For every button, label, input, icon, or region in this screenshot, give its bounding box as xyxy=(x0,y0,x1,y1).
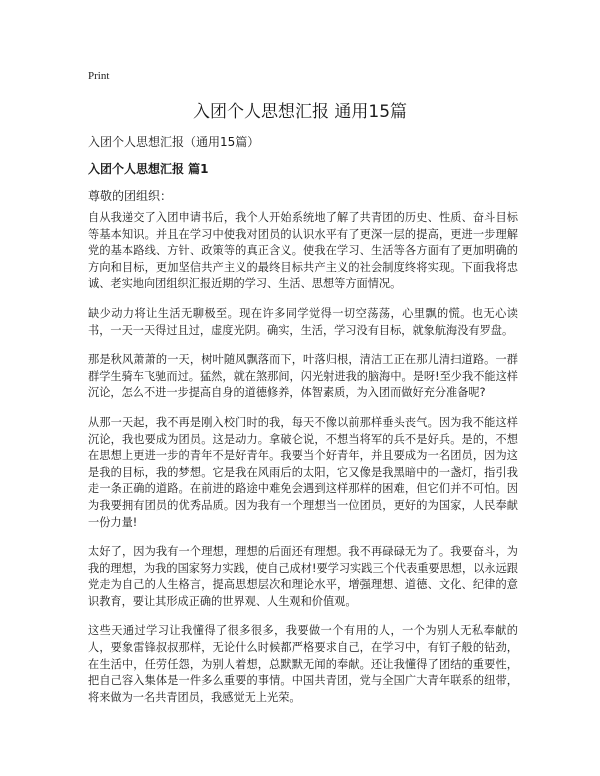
paragraph: 那是秋风萧萧的一天，树叶随风飘落而下，叶落归根，清洁工正在那儿清扫道路。一群群学生骑车飞驰而过。猛然，就在煞那间，闪光射进我的脑海中。是呀!至少我不能这样沉论，怎么不进一步提高自身的道德修养，体智素质，为入团而做好充分准备呢? xyxy=(88,353,518,400)
salutation: 尊敬的团组织： xyxy=(88,189,173,203)
paragraph: 这些天通过学习让我懂得了很多很多，我要做一个有用的人，一个为别人无私奉献的人，要象雷锋叔叔那样，无论什么时候都严格要求自己，在学习中，有钉子般的钻劲，在生活中，任劳任怨，为别人着想，总默默无闻的奉献。还让我懂得了团结的重要性，把自己容入集体是一件多么重要的事情。中国共青团，党与全国广大青年联系的纽带，将来做为一名共青团员，我感觉无上光荣。 xyxy=(88,624,518,704)
document-title: 入团个人思想汇报 通用15篇 xyxy=(192,102,408,122)
section-heading: 入团个人思想汇报 篇1 xyxy=(88,162,209,176)
paragraph: 自从我递交了入团申请书后，我个人开始系统地了解了共青团的历史、性质、奋斗目标等基本知识。并且在学习中使我对团员的认识水平有了更深一层的提高，更进一步理解党的基本路线、方针、政策等的真正含义。使我在学习、生活等各方面有了更加明确的方向和目标，更加坚信共产主义的最终目标共产主义的社会制度终将实现。下面我将忠诚、老实地向团组织汇报近期的学习、生活、思想等方面情况。 xyxy=(88,211,518,291)
paragraph: 缺少动力将让生活无聊极至。现在许多同学觉得一切空荡荡，心里飘的慌。也无心读书，一天一天得过且过，虚度光阴。确实，生活，学习没有目标，就象航海没有罗盘。 xyxy=(88,306,518,337)
paragraph: 从那一天起，我不再是刚入校门时的我，每天不像以前那样垂头丧气。因为我不能这样沉论，我也要成为团员。这是动力。拿破仑说，不想当将军的兵不是好兵。是的，不想在思想上更进一步的青年不是好青年。我要当个好青年，并且要成为一名团员，因为这是我的目标，我的梦想。它是我在风雨后的太阳，它又像是我黑暗中的一盏灯，指引我走一条正确的道路。在前进的路途中难免会遇到这样那样的困难，但它们并不可怕。因为我要拥有团员的优秀品质。因为我有一个理想当一位团员，更好的为国家，人民奉献一份力量! xyxy=(88,415,518,529)
paragraph: 太好了，因为我有一个理想，理想的后面还有理想。我不再碌碌无为了。我要奋斗，为我的理想，为我的国家努力实践，使自己成材!要学习实践三个代表重要思想，以永远跟党走为自己的人生格言，提高思想层次和理论水平，增强理想、道德、文化、纪律的意识教育，要让其形成正确的世界观、人生观和价值观。 xyxy=(88,545,518,608)
print-link[interactable]: Print xyxy=(88,70,110,82)
document-body xyxy=(88,210,518,719)
document-subtitle: 入团个人思想汇报（通用15篇） xyxy=(88,135,260,149)
